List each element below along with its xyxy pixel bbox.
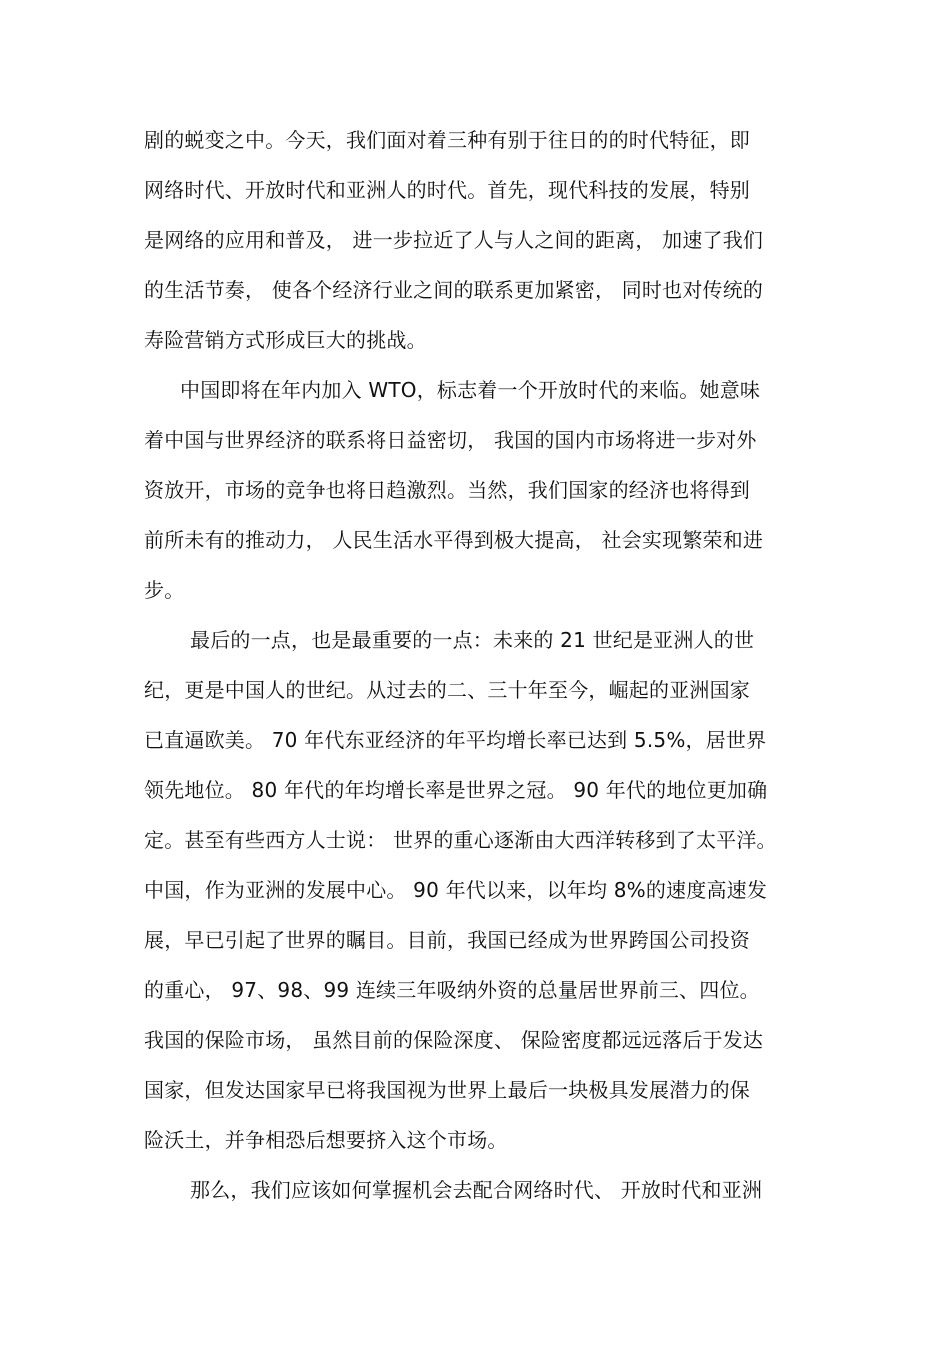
text-line-8: 资放开，市场的竞争也将日趋激烈。当然，我们国家的经济也将得到 [144,478,750,502]
text-line-5: 寿险营销方式形成巨大的挑战。 [144,328,427,352]
text-line-2: 网络时代、开放时代和亚洲人的时代。首先，现代科技的发展，特别 [144,178,750,202]
text-line-22: 那么，我们应该如何掌握机会去配合网络时代、 开放时代和亚洲 [190,1178,763,1202]
text-line-1: 剧的蜕变之中。今天，我们面对着三种有别于往日的的时代特征，即 [144,128,750,152]
text-line-12: 纪，更是中国人的世纪。从过去的二、三十年至今，崛起的亚洲国家 [144,678,750,702]
text-line-20: 国家，但发达国家早已将我国视为世界上最后一块极具发展潜力的保 [144,1078,750,1102]
text-line-16: 中国，作为亚洲的发展中心。 90 年代以来，以年均 8%的速度高速发 [144,878,768,902]
text-line-3: 是网络的应用和普及， 进一步拉近了人与人之间的距离， 加速了我们 [144,228,764,252]
text-line-10: 步。 [144,578,185,602]
text-line-11: 最后的一点，也是最重要的一点：未来的 21 世纪是亚洲人的世 [190,628,755,652]
text-line-7: 着中国与世界经济的联系将日益密切， 我国的国内市场将进一步对外 [144,428,757,452]
text-line-17: 展，早已引起了世界的瞩目。目前，我国已经成为世界跨国公司投资 [144,928,750,952]
text-line-4: 的生活节奏， 使各个经济行业之间的联系更加紧密， 同时也对传统的 [144,278,764,302]
text-line-14: 领先地位。 80 年代的年均增长率是世界之冠。 90 年代的地位更加确 [144,778,768,802]
text-line-18: 的重心， 97、98、99 连续三年吸纳外资的总量居世界前三、四位。 [144,978,760,1002]
text-line-15: 定。甚至有些西方人士说： 世界的重心逐渐由大西洋转移到了太平洋。 [144,828,777,852]
text-line-13: 已直逼欧美。 70 年代东亚经济的年平均增长率已达到 5.5%，居世界 [144,728,767,752]
text-line-21: 险沃土，并争相恐后想要挤入这个市场。 [144,1128,508,1152]
text-line-19: 我国的保险市场， 虽然目前的保险深度、 保险密度都远远落后于发达 [144,1028,764,1052]
text-line-9: 前所未有的推动力， 人民生活水平得到极大提高， 社会实现繁荣和进 [144,528,764,552]
text-line-6: 中国即将在年内加入 WTO，标志着一个开放时代的来临。她意味 [180,378,761,402]
